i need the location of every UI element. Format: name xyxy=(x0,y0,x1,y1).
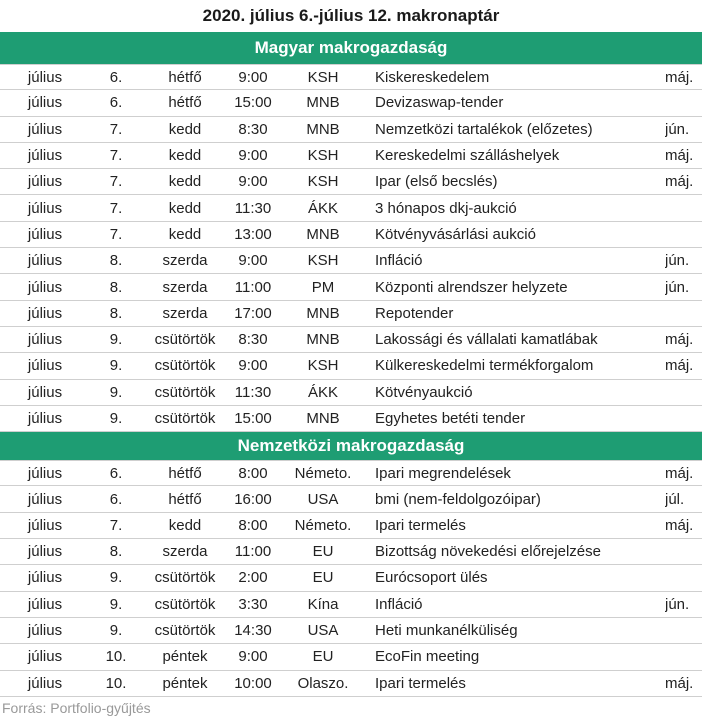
period-cell: jún. xyxy=(665,252,690,270)
source-cell: Németo. xyxy=(294,464,352,482)
time-cell: 8:30 xyxy=(238,120,268,138)
period-cell: máj. xyxy=(665,357,694,375)
day-cell: 8. xyxy=(109,252,123,270)
time-cell: 14:30 xyxy=(234,622,272,640)
weekday-cell: csütörtök xyxy=(154,357,216,375)
period-cell: máj. xyxy=(665,173,694,191)
table-row xyxy=(0,380,702,406)
day-cell: 7. xyxy=(109,199,123,217)
weekday-cell: csütörtök xyxy=(154,410,216,427)
event-cell: Ipari termelés xyxy=(375,674,466,692)
event-cell: Nemzetközi tartalékok (előzetes) xyxy=(375,120,593,138)
table-row xyxy=(0,90,702,116)
source-cell: Németo. xyxy=(294,516,352,534)
month-cell: július xyxy=(27,490,63,508)
event-cell: Kiskereskedelem xyxy=(375,68,490,86)
source-cell: KSH xyxy=(307,357,339,375)
source-note: Forrás: Portfolio-gyűjtés xyxy=(2,699,151,716)
month-cell: július xyxy=(27,674,63,692)
source-cell: KSH xyxy=(307,252,339,270)
month-cell: július xyxy=(27,569,63,587)
weekday-cell: csütörtök xyxy=(154,622,216,640)
period-cell: jún. xyxy=(665,278,690,296)
table-row xyxy=(0,592,702,618)
table-row xyxy=(0,513,702,539)
day-cell: 7. xyxy=(109,147,123,165)
table-row xyxy=(0,64,702,90)
period-cell: máj. xyxy=(665,147,694,165)
period-cell: máj. xyxy=(665,516,694,534)
event-cell: Infláció xyxy=(375,595,423,613)
month-cell: július xyxy=(27,94,63,112)
weekday-cell: hétfő xyxy=(168,490,202,508)
period-cell: júl. xyxy=(665,490,685,508)
event-cell: Lakossági és vállalati kamatlábak xyxy=(375,331,598,349)
time-cell: 10:00 xyxy=(234,674,272,692)
event-cell: Heti munkanélküliség xyxy=(375,622,518,640)
weekday-cell: péntek xyxy=(162,674,208,692)
table-row xyxy=(0,195,702,221)
event-cell: Infláció xyxy=(375,252,423,270)
day-cell: 8. xyxy=(109,543,123,561)
weekday-cell: kedd xyxy=(168,225,202,243)
table-row xyxy=(0,301,702,327)
source-cell: MNB xyxy=(306,410,340,427)
time-cell: 9:00 xyxy=(238,357,268,375)
event-cell: 3 hónapos dkj-aukció xyxy=(375,199,517,217)
table-row xyxy=(0,222,702,248)
source-cell: MNB xyxy=(306,304,340,322)
table-row xyxy=(0,353,702,379)
day-cell: 9. xyxy=(109,383,123,401)
event-cell: Központi alrendszer helyzete xyxy=(375,278,568,296)
month-cell: július xyxy=(27,357,63,375)
day-cell: 9. xyxy=(109,357,123,375)
time-cell: 13:00 xyxy=(234,225,272,243)
weekday-cell: hétfő xyxy=(168,94,202,112)
day-cell: 10. xyxy=(105,648,127,666)
event-cell: Eurócsoport ülés xyxy=(375,569,488,587)
time-cell: 11:00 xyxy=(234,543,272,561)
source-cell: EU xyxy=(312,543,334,561)
day-cell: 9. xyxy=(109,622,123,640)
page-title: 2020. július 6.-július 12. makronaptár xyxy=(202,6,500,25)
month-cell: július xyxy=(27,199,63,217)
period-cell: máj. xyxy=(665,674,694,692)
table-row xyxy=(0,565,702,591)
source-cell: EU xyxy=(312,648,334,666)
event-cell: Devizaswap-tender xyxy=(375,94,504,112)
day-cell: 7. xyxy=(109,173,123,191)
source-cell: MNB xyxy=(306,120,340,138)
weekday-cell: csütörtök xyxy=(154,383,216,401)
day-cell: 9. xyxy=(109,331,123,349)
period-cell: máj. xyxy=(665,464,694,482)
table-row xyxy=(0,671,702,697)
time-cell: 9:00 xyxy=(238,147,268,165)
source-cell: Olaszo. xyxy=(297,674,349,692)
section-hungarian xyxy=(0,32,702,432)
table-row xyxy=(0,618,702,644)
month-cell: július xyxy=(27,516,63,534)
month-cell: július xyxy=(27,252,63,270)
section-header-international: Nemzetközi makrogazdaság xyxy=(0,432,702,460)
month-cell: július xyxy=(27,331,63,349)
source-cell: KSH xyxy=(307,173,339,191)
weekday-cell: kedd xyxy=(168,120,202,138)
weekday-cell: kedd xyxy=(168,173,202,191)
weekday-cell: csütörtök xyxy=(154,331,216,349)
time-cell: 9:00 xyxy=(238,68,268,86)
source-cell: MNB xyxy=(306,225,340,243)
day-cell: 9. xyxy=(109,569,123,587)
month-cell: július xyxy=(27,304,63,322)
month-cell: július xyxy=(27,410,63,427)
weekday-cell: kedd xyxy=(168,147,202,165)
source-cell: Kína xyxy=(307,595,339,613)
time-cell: 11:00 xyxy=(234,278,272,296)
table-row xyxy=(0,143,702,169)
month-cell: július xyxy=(27,383,63,401)
time-cell: 8:00 xyxy=(238,516,268,534)
month-cell: július xyxy=(27,147,63,165)
month-cell: július xyxy=(27,173,63,191)
table-row xyxy=(0,644,702,670)
day-cell: 8. xyxy=(109,278,123,296)
time-cell: 9:00 xyxy=(238,173,268,191)
source-cell: KSH xyxy=(307,68,339,86)
day-cell: 6. xyxy=(109,490,123,508)
month-cell: július xyxy=(27,225,63,243)
time-cell: 15:00 xyxy=(234,94,272,112)
event-cell: Külkereskedelmi termékforgalom xyxy=(375,357,594,375)
event-cell: Repotender xyxy=(375,304,454,322)
day-cell: 9. xyxy=(109,410,123,427)
table-row xyxy=(0,327,702,353)
source-cell: USA xyxy=(307,490,339,508)
day-cell: 10. xyxy=(105,674,127,692)
table-row xyxy=(0,539,702,565)
source-cell: ÁKK xyxy=(307,199,338,217)
weekday-cell: csütörtök xyxy=(154,595,216,613)
event-cell: Egyhetes betéti tender xyxy=(375,410,526,427)
day-cell: 7. xyxy=(109,516,123,534)
table-row xyxy=(0,169,702,195)
source-cell: KSH xyxy=(307,147,339,165)
weekday-cell: szerda xyxy=(162,252,208,270)
month-cell: július xyxy=(27,595,63,613)
time-cell: 2:00 xyxy=(238,569,268,587)
month-cell: július xyxy=(27,648,63,666)
source-cell: ÁKK xyxy=(307,383,338,401)
time-cell: 8:30 xyxy=(238,331,268,349)
section-international xyxy=(0,432,702,697)
source-cell: EU xyxy=(312,569,334,587)
weekday-cell: kedd xyxy=(168,516,202,534)
weekday-cell: kedd xyxy=(168,199,202,217)
event-cell: Bizottság növekedési előrejelzése xyxy=(375,543,601,561)
day-cell: 6. xyxy=(109,68,123,86)
event-cell: Ipari termelés xyxy=(375,516,466,534)
event-cell: bmi (nem-feldolgozóipar) xyxy=(375,490,541,508)
source-cell: MNB xyxy=(306,331,340,349)
time-cell: 11:30 xyxy=(234,383,272,401)
table-international xyxy=(0,460,702,697)
time-cell: 9:00 xyxy=(238,252,268,270)
day-cell: 7. xyxy=(109,225,123,243)
weekday-cell: hétfő xyxy=(168,68,202,86)
table-hungarian xyxy=(0,64,702,432)
day-cell: 6. xyxy=(109,94,123,112)
weekday-cell: hétfő xyxy=(168,464,202,482)
table-row xyxy=(0,248,702,274)
time-cell: 8:00 xyxy=(238,464,268,482)
month-cell: július xyxy=(27,278,63,296)
table-row xyxy=(0,460,702,486)
table-row xyxy=(0,486,702,512)
weekday-cell: szerda xyxy=(162,543,208,561)
source-cell: MNB xyxy=(306,94,340,112)
event-cell: Ipar (első becslés) xyxy=(375,173,498,191)
source-cell: USA xyxy=(307,622,339,640)
month-cell: július xyxy=(27,464,63,482)
source-cell: PM xyxy=(311,278,335,296)
month-cell: július xyxy=(27,622,63,640)
weekday-cell: szerda xyxy=(162,278,208,296)
section-header-hungarian: Magyar makrogazdaság xyxy=(0,32,702,64)
time-cell: 11:30 xyxy=(234,199,272,217)
event-cell: Ipari megrendelések xyxy=(375,464,511,482)
period-cell: máj. xyxy=(665,68,694,86)
time-cell: 16:00 xyxy=(234,490,272,508)
day-cell: 8. xyxy=(109,304,123,322)
period-cell: jún. xyxy=(665,120,690,138)
table-row xyxy=(0,274,702,300)
time-cell: 3:30 xyxy=(238,595,268,613)
event-cell: Kötvényaukció xyxy=(375,383,473,401)
weekday-cell: csütörtök xyxy=(154,569,216,587)
day-cell: 9. xyxy=(109,595,123,613)
time-cell: 17:00 xyxy=(234,304,272,322)
month-cell: július xyxy=(27,68,63,86)
event-cell: Kötvényvásárlási aukció xyxy=(375,225,536,243)
table-row xyxy=(0,406,702,432)
month-cell: július xyxy=(27,120,63,138)
weekday-cell: péntek xyxy=(162,648,208,666)
period-cell: máj. xyxy=(665,331,694,349)
time-cell: 9:00 xyxy=(238,648,268,666)
weekday-cell: szerda xyxy=(162,304,208,322)
event-cell: Kereskedelmi szálláshelyek xyxy=(375,147,560,165)
time-cell: 15:00 xyxy=(234,410,272,427)
table-row xyxy=(0,117,702,143)
month-cell: július xyxy=(27,543,63,561)
event-cell: EcoFin meeting xyxy=(375,648,480,666)
day-cell: 6. xyxy=(109,464,123,482)
day-cell: 7. xyxy=(109,120,123,138)
period-cell: jún. xyxy=(665,595,690,613)
